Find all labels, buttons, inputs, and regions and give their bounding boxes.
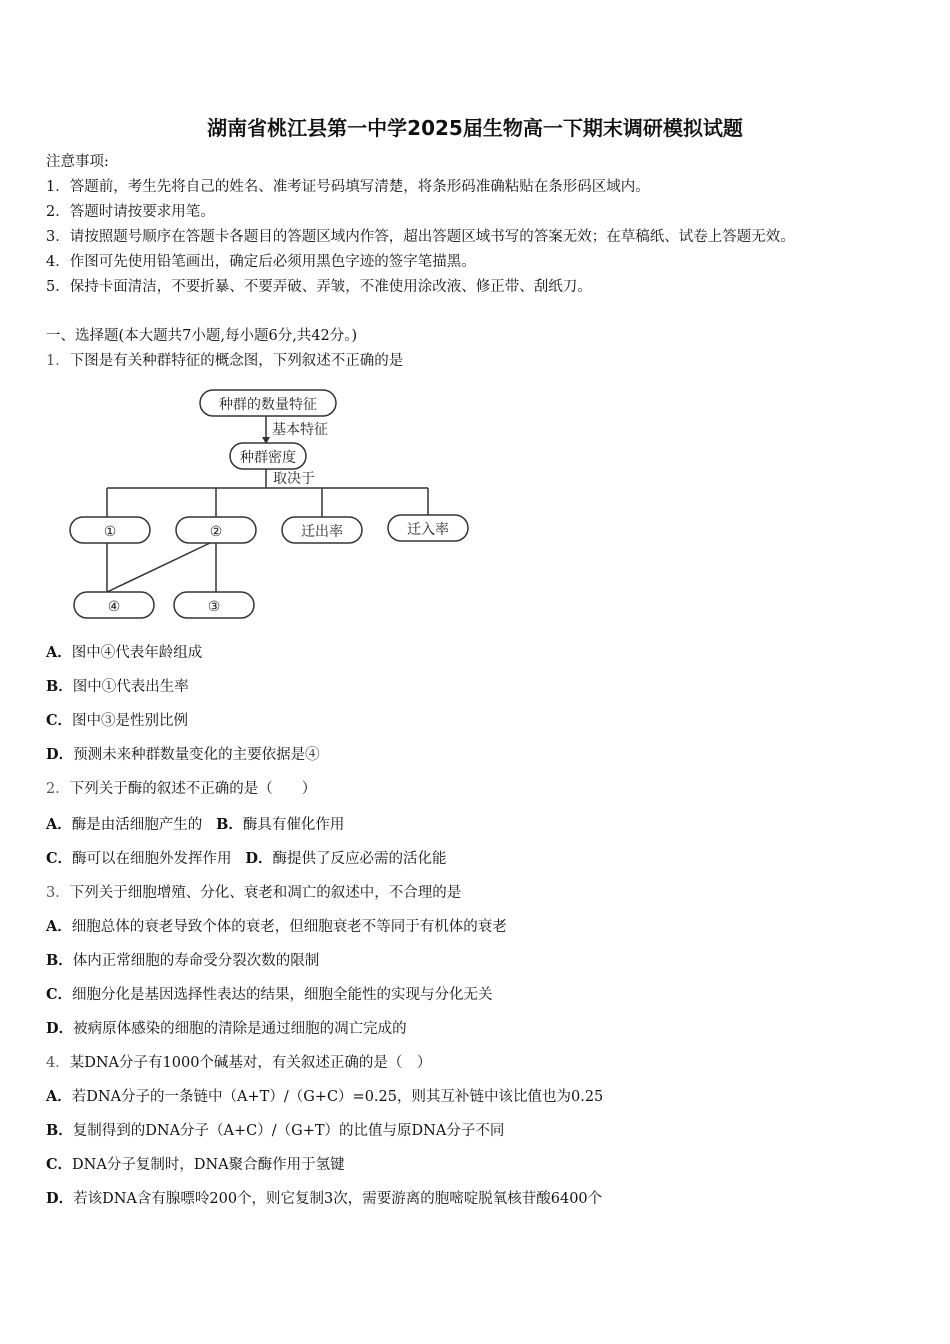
option-label: B． bbox=[46, 678, 73, 695]
question-4 bbox=[46, 1053, 431, 1073]
option-text: 复制得到的DNA分子（A+C）/（G+T）的比值与原DNA分子不同 bbox=[72, 1123, 505, 1139]
q2-options-cd bbox=[46, 849, 446, 869]
option-label: C． bbox=[46, 712, 73, 729]
question-stem: 下图是有关种群特征的概念图，下列叙述不正确的是 bbox=[69, 353, 404, 369]
question-2 bbox=[46, 779, 316, 799]
option-label: A． bbox=[46, 918, 72, 935]
question-number: 1． bbox=[46, 353, 70, 369]
option-text: 酶提供了反应必需的活化能 bbox=[272, 851, 447, 867]
option-text: 若该DNA含有腺嘌呤200个，则它复制3次，需要游离的胞嘧啶脱氧核苷酸6400个 bbox=[73, 1191, 603, 1207]
option-text: 图中①代表出生率 bbox=[72, 679, 189, 695]
option-label: A． bbox=[46, 816, 72, 833]
option-label: B． bbox=[216, 816, 243, 833]
box-immigration-label: 迁入率 bbox=[407, 522, 449, 538]
notice-item-5: 5．保持卡面清洁，不要折暴、不要弄破、弄皱，不准使用涂改液、修正带、刮纸刀。 bbox=[46, 279, 592, 295]
q4-option-b bbox=[46, 1121, 504, 1141]
option-text: DNA分子复制时，DNA聚合酶作用于氢键 bbox=[72, 1157, 345, 1173]
q3-option-a bbox=[46, 917, 507, 937]
option-label: D． bbox=[245, 850, 273, 867]
box-emigration-label: 迁出率 bbox=[301, 524, 343, 540]
q3-option-b bbox=[46, 951, 319, 971]
arrow-label: 基本特征 bbox=[272, 422, 328, 438]
option-text: 细胞分化是基因选择性表达的结果，细胞全能性的实现与分化无关 bbox=[72, 987, 493, 1003]
q2-options-ab bbox=[46, 815, 344, 835]
option-label: D． bbox=[46, 1020, 74, 1037]
option-label: D． bbox=[46, 746, 74, 763]
option-label: B． bbox=[46, 952, 73, 969]
option-label: A． bbox=[46, 644, 72, 661]
box-1-label: ① bbox=[103, 524, 117, 540]
option-text: 图中③是性别比例 bbox=[72, 713, 189, 729]
question-number: 4． bbox=[46, 1055, 70, 1071]
option-label: C． bbox=[46, 1156, 73, 1173]
question-3 bbox=[46, 883, 461, 903]
question-stem: 下列关于细胞增殖、分化、衰老和凋亡的叙述中，不合理的是 bbox=[69, 885, 462, 901]
q3-option-c bbox=[46, 985, 493, 1005]
option-text: 酶是由活细胞产生的 bbox=[71, 817, 203, 833]
option-text: 酶可以在细胞外发挥作用 bbox=[72, 851, 232, 867]
middle-node-label: 种群密度 bbox=[240, 450, 296, 466]
q4-option-a bbox=[46, 1087, 603, 1107]
notice-item-2: 2．答题时请按要求用笔。 bbox=[46, 204, 215, 220]
q1-option-c bbox=[46, 711, 188, 731]
option-text: 酶具有催化作用 bbox=[242, 817, 345, 833]
option-label: C． bbox=[46, 986, 73, 1003]
question-stem: 某DNA分子有1000个碱基对，有关叙述正确的是（ ） bbox=[69, 1055, 432, 1071]
connector bbox=[107, 543, 210, 592]
option-text: 若DNA分子的一条链中（A+T）/（G+C）=0.25，则其互补链中该比值也为0.25 bbox=[71, 1089, 604, 1105]
section-heading: 一、选择题(本大题共7小题,每小题6分,共42分。) bbox=[46, 328, 358, 344]
q4-option-c bbox=[46, 1155, 345, 1175]
option-label: C． bbox=[46, 850, 73, 867]
option-text: 被病原体感染的细胞的清除是通过细胞的凋亡完成的 bbox=[73, 1021, 407, 1037]
box-2-label: ② bbox=[209, 524, 223, 540]
top-node-label: 种群的数量特征 bbox=[219, 397, 317, 413]
q1-option-a bbox=[46, 643, 202, 663]
question-stem: 下列关于酶的叙述不正确的是（ ） bbox=[69, 781, 317, 797]
option-label: A． bbox=[46, 1088, 72, 1105]
notice-heading: 注意事项: bbox=[46, 154, 109, 170]
option-text: 图中④代表年龄组成 bbox=[71, 645, 203, 661]
q1-option-d bbox=[46, 745, 320, 765]
option-text: 细胞总体的衰老导致个体的衰老，但细胞衰老不等同于有机体的衰老 bbox=[71, 919, 507, 935]
q3-option-d bbox=[46, 1019, 407, 1039]
branch-label: 取决于 bbox=[273, 471, 315, 487]
q1-option-b bbox=[46, 677, 189, 697]
option-text: 体内正常细胞的寿命受分裂次数的限制 bbox=[72, 953, 320, 969]
question-number: 3． bbox=[46, 885, 70, 901]
notice-item-3: 3．请按照题号顺序在答题卡各题目的答题区域内作答，超出答题区域书写的答案无效；在草稿纸、试卷上答题无效。 bbox=[46, 229, 795, 245]
option-label: B． bbox=[46, 1122, 73, 1139]
question-1 bbox=[46, 351, 403, 371]
q4-option-d bbox=[46, 1189, 602, 1209]
notice-item-1: 1．答题前，考生先将自己的姓名、准考证号码填写清楚，将条形码准确粘贴在条形码区域内。 bbox=[46, 179, 650, 195]
box-4-label: ④ bbox=[107, 599, 121, 615]
option-text: 预测未来种群数量变化的主要依据是④ bbox=[73, 747, 320, 763]
box-3-label: ③ bbox=[207, 599, 221, 615]
population-concept-diagram bbox=[60, 382, 480, 627]
exam-title: 湖南省桃江县第一中学2025届生物高一下期末调研模拟试题 bbox=[207, 116, 743, 140]
question-number: 2． bbox=[46, 781, 70, 797]
option-label: D． bbox=[46, 1190, 74, 1207]
notice-item-4: 4．作图可先使用铅笔画出，确定后必须用黑色字迹的签字笔描黑。 bbox=[46, 254, 476, 270]
